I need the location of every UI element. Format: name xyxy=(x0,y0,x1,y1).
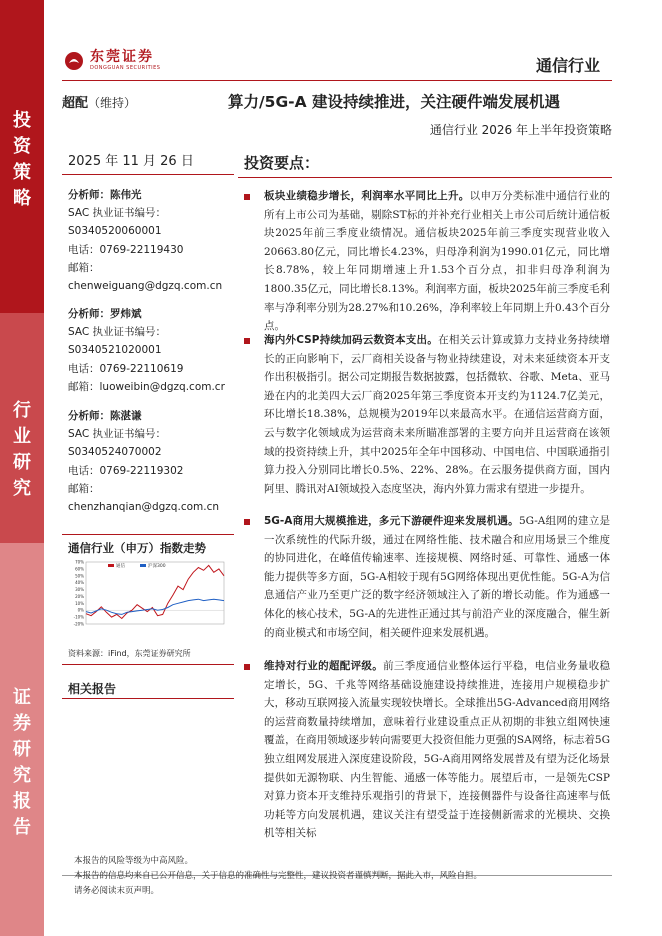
analyst-cert-label: SAC 执业证书编号： xyxy=(68,326,167,339)
rating-value: 超配 xyxy=(62,96,89,111)
side-char: 研 xyxy=(13,452,31,473)
key-point xyxy=(264,187,610,336)
left-divider xyxy=(62,174,234,175)
side-char: 行 xyxy=(13,400,31,421)
industry-label: 通信行业 xyxy=(535,56,600,75)
key-point-body: 5G-A组网的建立是一次系统性的代际升级，通过在网络性能、技术融合和应用场景三个维度的协同进化，在峰值传输速率、连接规模、网络时延、可靠性、通感一体能力提供等多方面，5G-A相较于现有5G网络体现出更优性能。5G-A为信息通信产业乃至更广泛的数字经济领域注入了新的增长动能。作为通感一体化的核心技术，5G-A的先进性正通过其与前沿产业的深度融合，催生新的商业模式和市场空间，相关硬件迎来发展机遇。 xyxy=(264,515,610,639)
bullet-icon xyxy=(244,338,250,344)
key-point xyxy=(264,331,610,498)
analyst-phone: 电话：0769-22119302 xyxy=(68,464,184,477)
y-tick-label: -20% xyxy=(73,621,84,627)
side-char: 究 xyxy=(13,478,31,499)
analyst-email[interactable]: 邮箱：luoweibin@dgzq.com.cr xyxy=(68,380,225,393)
footer-disclaimer xyxy=(74,854,482,899)
key-point-head: 5G-A商用大规模推进，多元下游硬件迎来发展机遇。 xyxy=(264,515,519,527)
report-date: 2025 年 11 月 26 日 xyxy=(68,154,194,169)
key-point-head: 维持对行业的超配评级。 xyxy=(264,660,384,672)
key-points-title: 投资要点： xyxy=(244,154,320,172)
side-char: 资 xyxy=(13,136,31,157)
side-char: 策 xyxy=(13,162,31,183)
side-char: 投 xyxy=(13,110,31,131)
key-point-head: 板块业绩稳步增长，利润率水平同比上升。 xyxy=(264,190,470,202)
side-char: 略 xyxy=(13,188,31,209)
analyst-block xyxy=(68,186,236,295)
footer-line: 本报告的风险等级为中高风险。 xyxy=(74,856,194,866)
index-trend-chart xyxy=(68,558,228,640)
key-points-divider xyxy=(238,177,612,178)
y-tick-label: 20% xyxy=(75,593,84,599)
side-tab-strategy xyxy=(0,0,44,313)
report-subtitle: 通信行业 2026 年上半年投资策略 xyxy=(429,123,612,137)
key-point xyxy=(264,657,610,843)
company-logo xyxy=(64,50,160,72)
analyst-email[interactable]: chenweiguang@dgzq.com.cn xyxy=(68,280,223,293)
bullet-icon xyxy=(244,519,250,525)
side-char: 证 xyxy=(13,687,31,708)
side-char: 告 xyxy=(13,817,31,838)
analyst-cert: S0340520060001 xyxy=(68,225,162,238)
analyst-email[interactable]: chenzhanqian@dgzq.com.cn xyxy=(68,501,220,514)
analyst-phone: 电话：0769-22110619 xyxy=(68,362,184,375)
analyst-email-label: 邮箱： xyxy=(68,261,100,274)
rating xyxy=(62,92,136,111)
analyst-email-label: 邮箱： xyxy=(68,482,100,495)
plot-frame xyxy=(86,562,224,624)
y-tick-label: -10% xyxy=(73,614,84,620)
logo-mark-icon xyxy=(64,51,84,71)
y-tick-label: 40% xyxy=(75,580,84,586)
side-char: 券 xyxy=(13,713,31,734)
y-tick-label: 70% xyxy=(75,559,84,565)
y-tick-label: 50% xyxy=(75,573,84,579)
footer-line: 请务必阅读末页声明。 xyxy=(74,886,160,896)
key-point-body: 以申万分类标准中通信行业的所有上市公司为基础，剔除ST标的并补充行业相关上市公司后统计通信板块2025年前三季度业绩情况。通信板块2025年前三季度实现营业收入20663.80亿元，同比增长4.23%，归母净利润为1990.01亿元，同比增长8.78%，较上年同期增速上升1.53个百分点，扣非归母净利润为1800.35亿元，同比增长8.13%。利润率方面，板块2025年前三季度毛利率与净利率分别为28.27%和10.26%，净利率较上年同期上升0.43个百分点。 xyxy=(264,190,611,333)
side-tab-report xyxy=(0,543,44,936)
logo-name-cn: 东莞证券 xyxy=(90,49,154,65)
key-point-body: 在相关云计算或算力支持业务持续增长的正向影响下，云厂商相关设备与物业持续建设，对未来延续资本开支作出积极指引。据公司定期报告数据披露，包括微软、谷歌、Meta、亚马逊在内的北美四大云厂商2025年第三季度资本开支约为1124.7亿美元，环比增长18.38%，总规模为2019年以来最高水平。在通信运营商方面，云与数字化领域成为运营商未来所瞄准部署的主要方向并且运营商在该领域的投资持续上升，其中2025年全年中国移动、中国电信、中国联通指引算力投入分别同比增长0.5%、22%、28%。在云服务提供商方面，国内阿里、腾讯对AI领域投入态度坚决，海内外算力需求有望进一步提升。 xyxy=(264,334,610,495)
legend-label: 沪深300 xyxy=(148,564,166,569)
analyst-cert: S0340521020001 xyxy=(68,344,162,357)
y-tick-label: 0% xyxy=(77,607,84,613)
side-char: 报 xyxy=(13,791,31,812)
side-char: 业 xyxy=(13,426,31,447)
analyst-block xyxy=(68,407,236,516)
analyst-phone: 电话：0769-22119430 xyxy=(68,243,184,256)
y-tick-label: 10% xyxy=(75,600,84,606)
side-char: 研 xyxy=(13,739,31,760)
analyst-name: 分析师：陈湛谦 xyxy=(68,410,142,422)
analyst-name: 分析师：罗炜斌 xyxy=(68,308,142,320)
chart-source: 资料来源：iFind，东莞证券研究所 xyxy=(68,649,191,658)
analyst-block xyxy=(68,305,236,396)
report-title: 算力/5G-A 建设持续推进，关注硬件端发展机遇 xyxy=(228,93,560,111)
left-divider xyxy=(62,698,234,699)
side-char: 究 xyxy=(13,765,31,786)
analyst-cert: S0340524070002 xyxy=(68,446,162,459)
key-point-body: 前三季度通信业整体运行平稳，电信业务量收稳定增长，5G、千兆等网络基础设施建设持续推进，连接用户规模稳步扩大，移动互联网接入流量实现较快增长。全球推出5G-Advanced商用网络的运营商数量持续增加，意味着行业建设重点正从初期的非独立组网快速覆盖，在商用领域逐步转向需要更大投资但能力更强的SA网络，标志着5G独立组网发展进入深度建设阶段，5G-A商用网络发展普及有望为泛化场景提供如无源物联、内生智能、通感一体等能力。展望后市，一是领先CSP对算力资本开支维持乐观指引的背景下，连接侧器件与设备往高速率与低功耗等方向发展机遇，建议关注有望受益于连接侧新需求的光模块、交换机等相关标 xyxy=(264,660,611,840)
rating-note: （维持） xyxy=(88,96,137,110)
bullet-icon xyxy=(244,194,250,200)
index-chart-title: 通信行业（申万）指数走势 xyxy=(68,541,206,555)
legend-label: 通信 xyxy=(116,564,125,569)
left-divider xyxy=(62,664,234,665)
y-tick-label: 60% xyxy=(75,566,84,572)
y-tick-label: 30% xyxy=(75,587,84,593)
footer-line: 本报告的信息均来自已公开信息，关于信息的准确性与完整性，建议投资者谨慎判断，据此入市，风险自担。 xyxy=(74,871,483,881)
key-point-head: 海内外CSP持续加码云数资本支出。 xyxy=(264,334,439,346)
analyst-cert-label: SAC 执业证书编号： xyxy=(68,207,167,220)
legend-swatch xyxy=(140,564,146,567)
legend-swatch xyxy=(108,564,114,567)
analyst-name: 分析师：陈伟光 xyxy=(68,189,142,201)
analyst-cert-label: SAC 执业证书编号： xyxy=(68,428,167,441)
left-divider xyxy=(62,534,234,535)
bullet-icon xyxy=(244,664,250,670)
related-reports-heading: 相关报告 xyxy=(68,682,117,696)
header-divider xyxy=(62,80,612,81)
side-tab-industry xyxy=(0,313,44,543)
logo-name-en: DONGGUAN SECURITIES xyxy=(90,65,161,71)
key-point xyxy=(264,512,610,642)
